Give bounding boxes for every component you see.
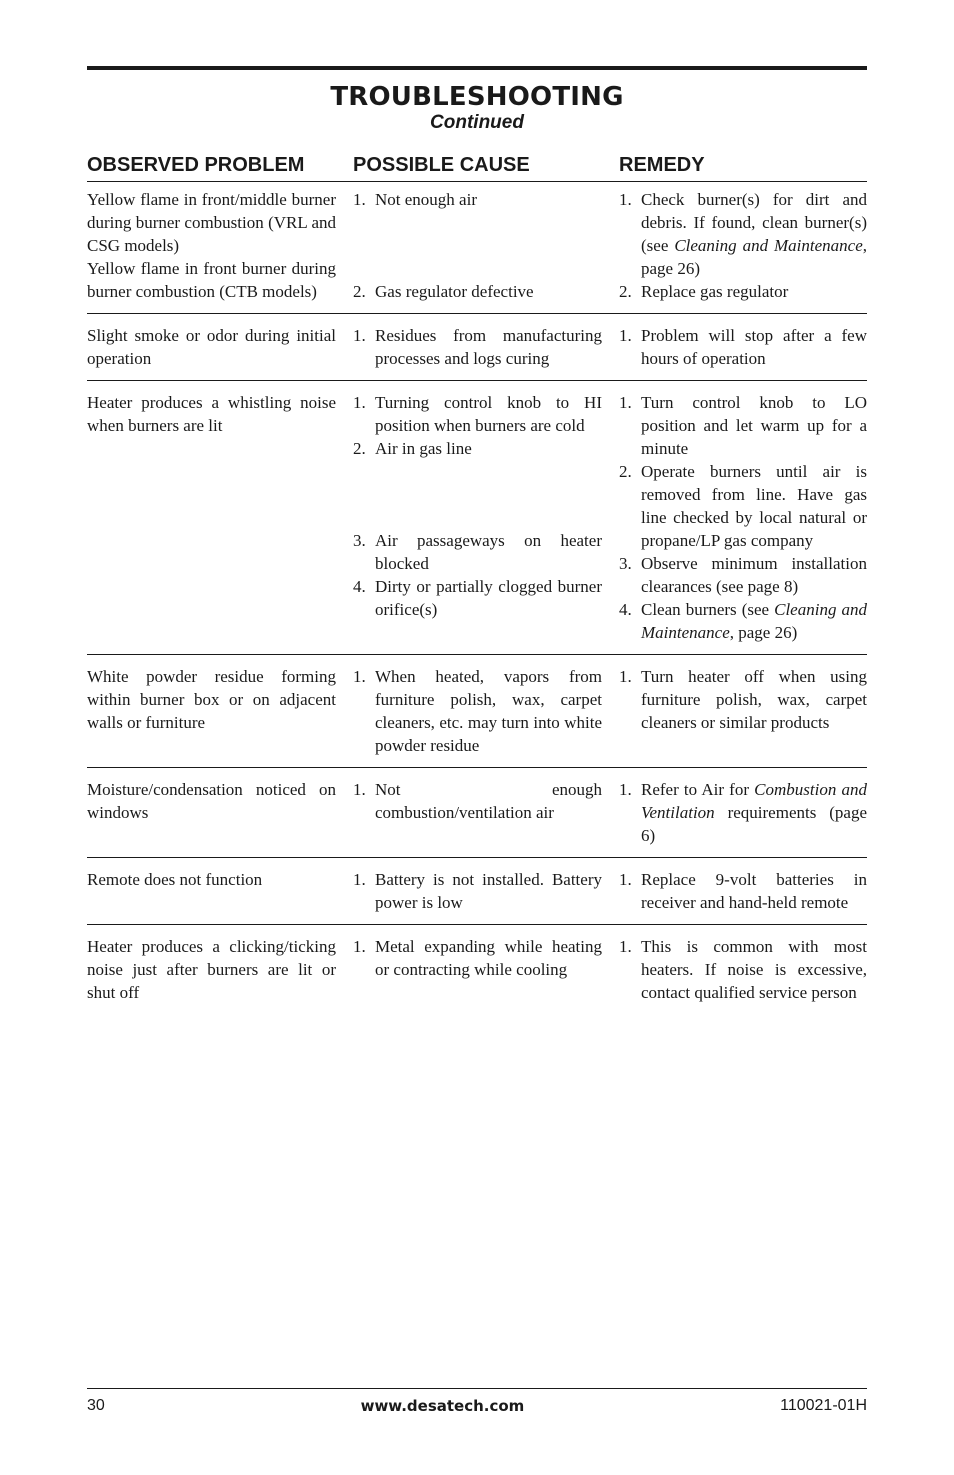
remedy-item: 1. Check burner(s) for dirt and debris. If found, clean burner(s) (see Cleaning and Maintenance, page 26)	[619, 190, 868, 278]
table-row	[87, 655, 867, 768]
remedy-item: 1. Turn control knob to LO position and let warm up for a minute	[619, 393, 867, 458]
cause-item: 3. Air passageways on heater blocked	[353, 531, 602, 573]
remedy-item: 1. Turn heater off when using furniture polish, wax, carpet cleaners or similar products	[619, 667, 867, 732]
remedy-item: 4. Clean burners (see Cleaning and Maintenance, page 26)	[619, 600, 867, 642]
page-number: 30	[87, 1397, 105, 1414]
page-subtitle: Continued	[430, 112, 524, 133]
problem-cell	[87, 778, 336, 847]
problem-cell	[87, 665, 336, 757]
remedy-cell	[619, 391, 867, 644]
page-footer	[87, 1388, 867, 1415]
problem-cell	[87, 391, 336, 644]
cause-cell	[353, 778, 602, 847]
column-header-cause: POSSIBLE CAUSE	[353, 154, 530, 176]
problem-text: Heater produces a clicking/ticking noise just after burners are lit or shut off	[87, 937, 336, 1002]
cause-cell	[353, 868, 602, 914]
cause-item: 4. Dirty or partially clogged burner orifice(s)	[353, 577, 602, 619]
problem-text: Remote does not function	[87, 870, 263, 889]
cause-cell	[353, 935, 602, 1004]
remedy-cell	[619, 665, 867, 757]
remedy-item: 1. Refer to Air for Combustion and Ventilation requirements (page 6)	[619, 780, 867, 845]
cause-item: 1. Not enough air	[353, 190, 477, 209]
cause-item: 1. Metal expanding while heating or contracting while cooling	[353, 937, 602, 979]
cause-item: 2. Gas regulator defective	[353, 282, 534, 301]
problem-text: Heater produces a whistling noise when burners are lit	[87, 393, 336, 435]
cause-cell	[353, 391, 602, 644]
remedy-item: 1. Replace 9-volt batteries in receiver and hand-held remote	[619, 870, 867, 912]
cause-cell	[353, 188, 602, 303]
problem-text: White powder residue forming within burner box or on adjacent walls or furniture	[87, 667, 336, 732]
remedy-cell	[619, 935, 867, 1004]
problem-text: Yellow flame in front/middle burner during burner combustion (VRL and CSG models)	[87, 190, 336, 255]
cause-item: 1. Turning control knob to HI position when burners are cold	[353, 393, 602, 435]
remedy-item: 3. Observe minimum installation clearances (see page 8)	[619, 554, 867, 596]
table-row	[87, 768, 867, 858]
table-header	[87, 154, 867, 182]
table-row	[87, 858, 867, 925]
problem-cell	[87, 868, 336, 914]
remedy-item: 1. This is common with most heaters. If noise is excessive, contact qualified service person	[619, 937, 867, 1002]
top-rule	[87, 66, 867, 70]
cause-cell	[353, 665, 602, 757]
problem-text: Yellow flame in front burner during burner combustion (CTB models)	[87, 259, 336, 301]
problem-cell	[87, 935, 336, 1004]
table-row	[87, 182, 867, 314]
remedy-cell	[619, 324, 867, 370]
table-row	[87, 925, 867, 1014]
remedy-item: 2. Replace gas regulator	[619, 282, 789, 301]
problem-text: Slight smoke or odor during initial operation	[87, 326, 336, 368]
table-row	[87, 381, 867, 655]
page	[87, 66, 867, 1014]
remedy-item: 2. Operate burners until air is removed from line. Have gas line checked by local natural or propane/LP gas company	[619, 462, 867, 550]
remedy-cell	[619, 188, 867, 303]
column-header-remedy: REMEDY	[619, 154, 705, 176]
cause-item: 1. Not enough combustion/ventilation air	[353, 780, 602, 822]
remedy-item: 1. Problem will stop after a few hours of operation	[619, 326, 867, 368]
problem-cell	[87, 324, 336, 370]
column-header-problem: OBSERVED PROBLEM	[87, 154, 305, 176]
cause-item: 1. Battery is not installed. Battery power is low	[353, 870, 602, 912]
cause-item: 2. Air in gas line	[353, 439, 472, 458]
page-title: TROUBLESHOOTING	[330, 82, 624, 112]
document-number: 110021-01H	[780, 1397, 867, 1414]
cause-item: 1. When heated, vapors from furniture polish, wax, carpet cleaners, etc. may turn into white powder residue	[353, 667, 602, 755]
problem-cell	[87, 188, 336, 303]
website-link[interactable]: www.desatech.com	[360, 1397, 525, 1415]
cause-cell	[353, 324, 602, 370]
problem-text: Moisture/condensation noticed on windows	[87, 780, 336, 822]
remedy-cell	[619, 778, 867, 847]
remedy-cell	[619, 868, 867, 914]
cause-item: 1. Residues from manufacturing processes and logs curing	[353, 326, 602, 368]
table-row	[87, 314, 867, 381]
